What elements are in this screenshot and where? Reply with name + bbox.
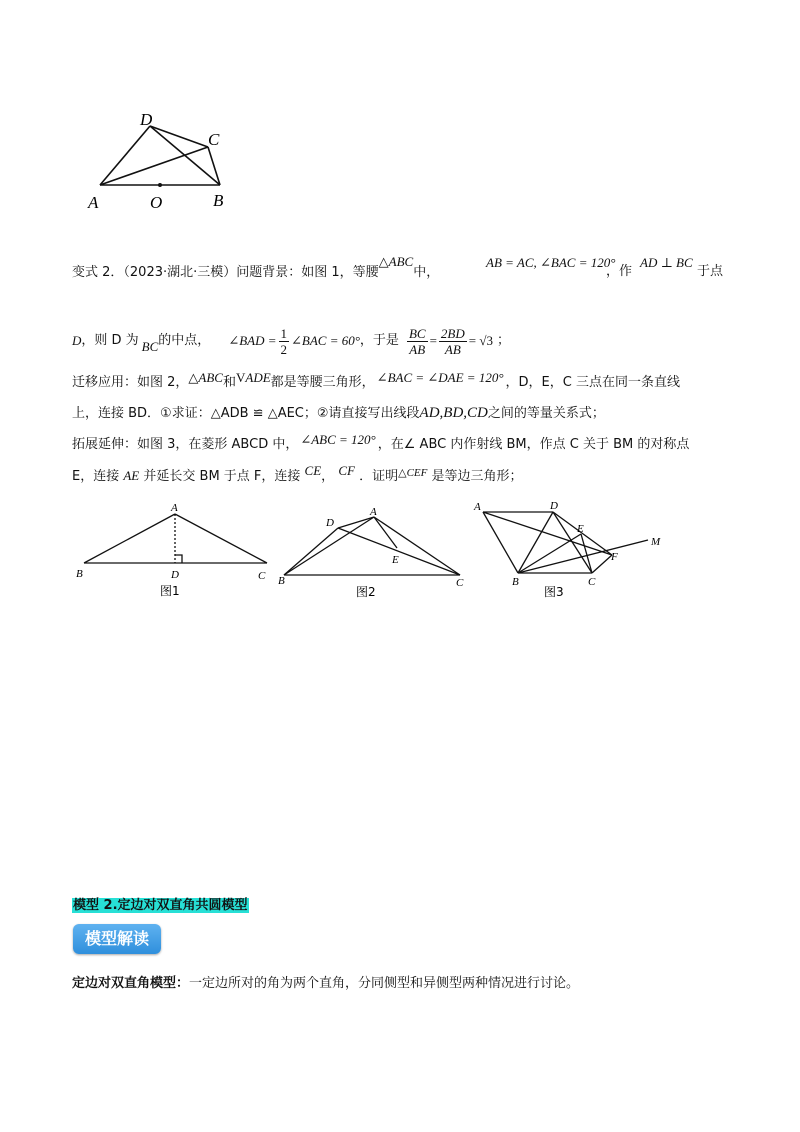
label-A: A (88, 193, 99, 212)
segments: AD,BD,CD (419, 405, 488, 421)
seg-CE: CE (304, 463, 322, 478)
fig1-label-B: B (76, 568, 83, 580)
definition-text: 一定边所对的角为两个直角，分同侧型和异侧型两种情况进行讨论。 (189, 976, 580, 991)
variant-line-2 (72, 323, 510, 359)
half-num: 1 (280, 325, 287, 341)
figure-1 (72, 495, 282, 605)
line2-end: ； (496, 333, 510, 348)
fig1-caption: 图1 (160, 584, 180, 598)
line5-prefix: 拓展延伸：如图 3，在菱形 ABCD 中， (72, 437, 299, 452)
fig1-label-C: C (258, 570, 266, 582)
cef-name: CEF (406, 467, 428, 479)
label-B: B (213, 191, 224, 210)
fraction-2bd-ab (439, 326, 467, 357)
points-text: ，D，E，C 三点在同一条直线 (505, 375, 680, 390)
f2-den: AB (444, 341, 461, 357)
perp-expr: AD ⊥ BC (640, 255, 693, 270)
condition-expr: AB = AC, ∠BAC = 120° (486, 255, 616, 270)
fig3-label-A: A (474, 501, 481, 513)
figure-2 (272, 495, 472, 605)
model-definition (72, 974, 579, 994)
variant-line-4 (72, 403, 605, 424)
seg-CF: CF (338, 463, 355, 478)
line3-prefix: 迁移应用：如图 2， (72, 375, 189, 390)
line6-p3: ．证明 (359, 469, 399, 484)
tri-name: ABC (388, 254, 414, 269)
fig3-label-D: D (550, 500, 558, 512)
figure-3 (468, 495, 678, 605)
fig2-label-B: B (278, 575, 285, 587)
model-badge: 模型解读 (73, 924, 161, 954)
he-text: 和 (222, 375, 236, 390)
model-heading (72, 894, 249, 914)
tri-CEF: △CEF (398, 467, 428, 479)
fig2-label-C: C (456, 577, 464, 589)
f1-den: AB (409, 341, 426, 357)
angle-BAC: ∠BAC = 60° (291, 333, 360, 348)
point-D: D (72, 333, 82, 348)
fig2-label-A: A (370, 506, 377, 518)
label-D: D (140, 110, 153, 129)
fig3-label-M: M (651, 536, 661, 548)
variant-line-6 (72, 463, 523, 487)
angle-equal: ∠BAC = ∠DAE = 120° (376, 370, 504, 385)
yudian-text: 于点 (697, 264, 724, 279)
fraction-bc-ab (407, 326, 428, 357)
fraction-half (279, 326, 290, 357)
seg-AE: AE (123, 468, 140, 483)
sqrt-3: = √3 (468, 333, 493, 348)
t1-name: ABC (198, 370, 223, 385)
zeD-text: ，则 D 为 (81, 333, 139, 348)
label-O: O (150, 193, 163, 212)
fig3-label-C: C (588, 576, 596, 588)
top-figure (80, 105, 250, 215)
fig2-caption: 图2 (356, 585, 376, 599)
fig3-label-F: F (611, 551, 618, 563)
fig3-caption: 图3 (544, 585, 564, 599)
definition-term: 定边对双直角模型： (72, 976, 190, 991)
angle-ABC: ∠ABC = 120° (300, 432, 376, 447)
line4-text: 上，连接 BD．①求证：△ADB ≌ △AEC；②请直接写出线段 (72, 406, 420, 421)
both-text: 都是等腰三角形， (270, 375, 375, 390)
tri-ABC-2: △ABC (188, 370, 223, 385)
model-heading-text: 模型 2.定边对双直角共圆模型 (73, 898, 248, 913)
line6-p1: E，连接 (72, 469, 120, 484)
seg-BC: BC (141, 339, 159, 354)
fig3-label-B: B (512, 576, 519, 588)
yushi-text: ，于是 (359, 333, 399, 348)
triangle-ABC: △ABC (378, 254, 414, 269)
tri-ADE: VADE (235, 370, 271, 385)
half-den: 2 (280, 341, 287, 357)
f1-num: BC (408, 325, 426, 341)
fig3-label-E: E (577, 523, 584, 535)
fig2-label-E: E (392, 554, 399, 566)
label-C: C (208, 130, 220, 149)
zuo-text: ，作 (606, 264, 633, 279)
zhong-text: 中， (413, 265, 440, 280)
variant-line-5 (72, 434, 689, 455)
line4-rest: 之间的等量关系式； (487, 406, 605, 421)
line5-rest: ，在∠ ABC 内作射线 BM，作点 C 关于 BM 的对称点 (377, 437, 690, 452)
fig1-label-D: D (171, 569, 179, 581)
t2-name: ADE (245, 370, 271, 385)
mid-text: 的中点， (158, 333, 211, 348)
fig2-label-D: D (326, 517, 334, 529)
variant-line-3 (72, 372, 680, 393)
f2-num: 2BD (440, 325, 465, 341)
angle-BAD: ∠BAD = (228, 333, 277, 348)
fig1-label-A: A (171, 502, 178, 514)
line6-p4: 是等边三角形； (431, 469, 523, 484)
equals-sign: = (429, 333, 437, 348)
variant-label: 变式 2．（2023·湖北·三模）问题背景：如图 1，等腰 (72, 265, 379, 280)
line6-comma: ， (321, 469, 335, 484)
variant-line-1 (72, 254, 440, 283)
line6-p2: 并延长交 BM 于点 F，连接 (143, 469, 301, 484)
